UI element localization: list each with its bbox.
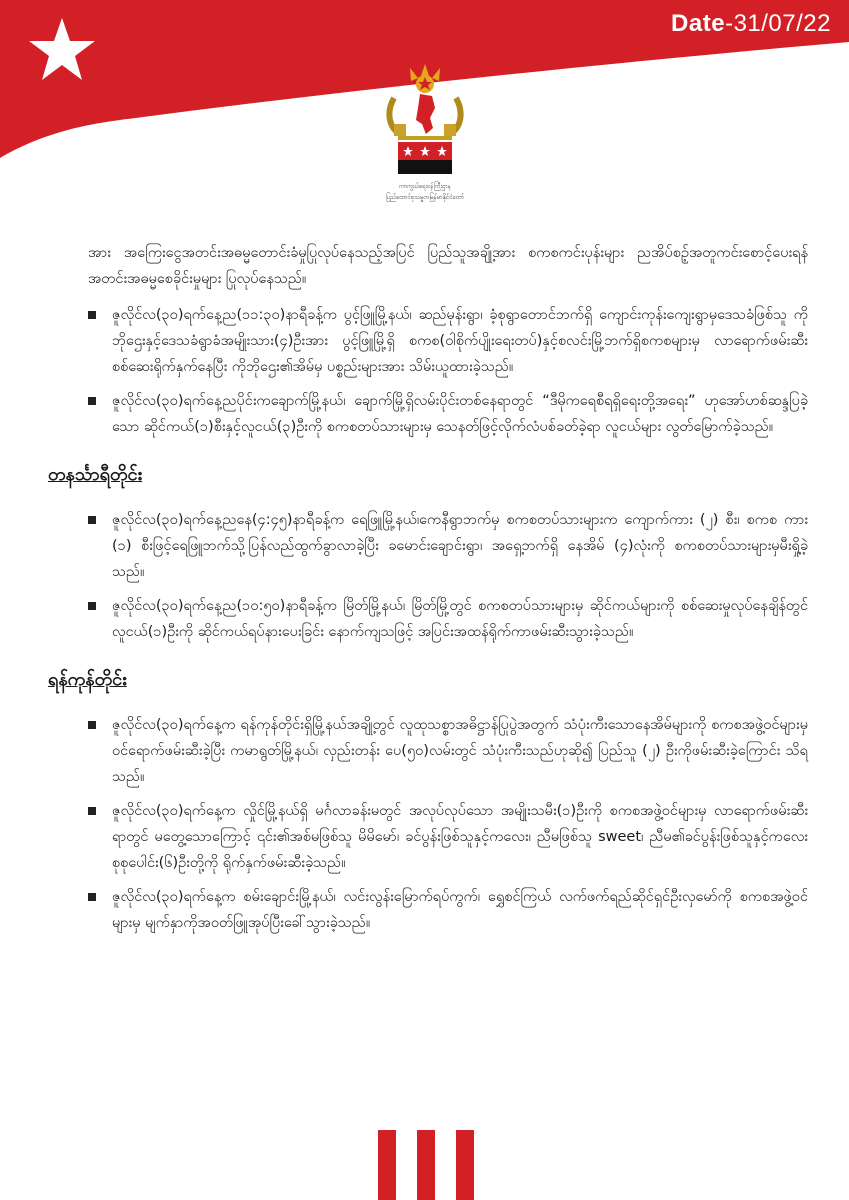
list-item xyxy=(88,798,808,876)
list-item-text: ဇူလိုင်လ(၃၀)ရက်နေ့ညနေ(၄:၄၅)နာရီခန့်က ရေဖြူမြို့နယ်၊ကေနီရွာဘက်မှ စကစတပ်သားများက ကျောက်ကား (၂) စီး၊ စကစ ကား (၁) စီးဖြင့်ရေဖြူဘက်သို့ပြန်လည်ထွက်ခွာလာခဲ့ပြီး ခမောင်းချောင်းရွာ၊ အရှေ့ဘက်ရှိ နေအိမ် (၄)လုံးကို စကစတပ်သားများမှမီးရှို့ခဲ့သည်။ xyxy=(112,512,808,580)
footer-bars-decoration xyxy=(378,1130,474,1200)
list-item-text: ဇူလိုင်လ(၃၀)ရက်နေ့က ရန်ကုန်တိုင်းရှိမြို့နယ်အချို့တွင် လူထုသစ္စာအဓိဋ္ဌာန်ပြုပွဲအတွက် သံပုံးကီးသောနေအိမ်များကို စကစအဖွဲ့ဝင်များမှဝင်ရောက်ဖမ်းဆီးခဲ့ပြီး ကမာရွတ်မြို့နယ်၊ လှည်းတန်း ပေ(၅၀)လမ်းတွင် သံပုံးကီးသည်ဟုဆို၍ ပြည်သူ (၂) ဦးကိုဖမ်းဆီးခဲ့ကြောင်း သိရသည်။ xyxy=(112,717,808,785)
bullet-icon xyxy=(88,397,96,405)
list-item-text: ဇူလိုင်လ(၃၀)ရက်နေ့ည(၁၀:၅၀)နာရီခန့်က မြိတ်မြို့နယ်၊ မြိတ်မြို့တွင် စကစတပ်သားများမှ ဆိုင်ကယ်များကို စစ်ဆေးမှုလုပ်နေချိန်တွင် လူငယ်(၁)ဦးကို ဆိုင်ကယ်ရပ်နားပေးခြင်း နောက်ကျသဖြင့် အပြင်းအထန်ရိုက်ကာဖမ်းဆီးသွားခဲ့သည်။ xyxy=(112,598,808,640)
list-item-text: ဇူလိုင်လ(၃၀)ရက်နေ့ညပိုင်းကချောက်မြို့နယ်၊ ချောက်မြို့ရှိလမ်းပိုင်းတစ်နေရာတွင် “ဒီမိုကရေစီရရှိရေးတို့အရေး” ဟုအော်ဟစ်ဆန္ဒပြခဲ့သော ဆိုင်ကယ်(၁)စီးနှင့်လူငယ်(၃)ဦးကို စကစတပ်သားများမှ သေနတ်ဖြင့်လိုက်လံပစ်ခတ်ခဲ့ရာ လူငယ်များ လွတ်မြောက်ခဲ့သည်။ xyxy=(112,393,808,435)
bullet-icon xyxy=(88,721,96,729)
bullet-icon xyxy=(88,602,96,610)
section3-list xyxy=(88,712,808,936)
date-label: Date xyxy=(671,10,726,37)
list-item xyxy=(88,302,808,380)
document-body xyxy=(48,240,808,946)
list-item xyxy=(88,712,808,790)
section-heading-yangon: ရန်ကုန်တိုင်း xyxy=(48,669,127,690)
list-item xyxy=(88,388,808,440)
date-stamp xyxy=(671,10,831,38)
section1-list xyxy=(88,302,808,440)
list-item xyxy=(88,507,808,585)
intro-paragraph: အား အကြေးငွေအတင်းအဓမ္မတောင်းခံမှုပြုလုပ်နေသည့်အပြင် ပြည်သူအချို့အား စကစကင်းပုန်းများ ညအိပ်စဥ့်အတူကင်းစောင့်ပေးရန် အတင်းအဓမ္မစေခိုင်းမှုများ ပြုလုပ်နေသည်။ xyxy=(88,245,808,287)
list-item xyxy=(88,884,808,936)
section-heading-tanintharyi: တနင်္သာရီတိုင်း xyxy=(48,464,143,485)
ministry-emblem xyxy=(380,62,470,201)
bullet-icon xyxy=(88,516,96,524)
emblem-caption-1: ကာကွယ်ရေးဝန်ကြီးဌာန xyxy=(398,183,452,190)
list-item-text: ဇူလိုင်လ(၃၀)ရက်နေ့ည(၁၁:၃၀)နာရီခန့်က ပွင့်ဖြူမြို့နယ်၊ ဆည်မုန်းရွာ၊ ခံ့စုရွာတောင်ဘက်ရှိ ကျောင်းကုန်းကျေးရွာမှဒေသခံဖြစ်သူ ကိုဘိုဌေးနှင့်ဒေသခံရွာခံအမျိုးသား(၄)ဦးအား ပွင့်ဖြူမြို့ရှိ စကစ(ဝါစိုက်ပျိုးရေးတပ်)နှင့်စလင်းမြို့ဘက်ရှိစကစများမှ လာရောက်ဖမ်းဆီးစစ်ဆေးရိုက်နှက်နေပြီး ကိုဘိုဌေး၏အိမ်မှ ပစ္စည်းများအား သိမ်းယူထားခဲ့သည်။ xyxy=(112,307,808,375)
section2-list xyxy=(88,507,808,645)
bullet-icon xyxy=(88,311,96,319)
bullet-icon xyxy=(88,893,96,901)
list-item-text: ဇူလိုင်လ(၃၀)ရက်နေ့က စမ်းချောင်းမြို့နယ်၊ လင်းလွန်းမြောက်ရပ်ကွက်၊ ရွှေစင်ကြယ် လက်ဖက်ရည်ဆိုင်ရှင်ဦးလှမော်ကို စကစအဖွဲ့ဝင်များမှ မျက်နှာကိုအဝတ်ဖြူအုပ်ပြီးခေါ်သွားခဲ့သည်။ xyxy=(112,889,808,931)
list-item xyxy=(88,593,808,645)
date-value: -31/07/22 xyxy=(725,10,831,37)
bullet-icon xyxy=(88,807,96,815)
list-item-text: ဇူလိုင်လ(၃၀)ရက်နေ့က လှိုင်မြို့နယ်ရှိ မင်္ဂလာခန်းမတွင် အလုပ်လုပ်သော အမျိုးသမီး(၁)ဦးကို စကစအဖွဲ့ဝင်များမှ လာရောက်ဖမ်းဆီးရာတွင် မတွေ့သောကြောင့် ၎င်း၏အစ်မဖြစ်သူ မိမိမော်၊ ခင်ပွန်းဖြစ်သူနှင့်ကလေး၊ ညီမဖြစ်သူ sweet၊ ညီမ၏ခင်ပွန်းဖြစ်သူနှင့်ကလေးစုစုပေါင်း(၆)ဦးတို့ကို ရိုက်နှက်ဖမ်းဆီးခဲ့သည်။ xyxy=(112,803,808,871)
emblem-caption-2: ပြည်ထောင်စုသမ္မတမြန်မာနိုင်ငံတော် xyxy=(385,194,465,201)
